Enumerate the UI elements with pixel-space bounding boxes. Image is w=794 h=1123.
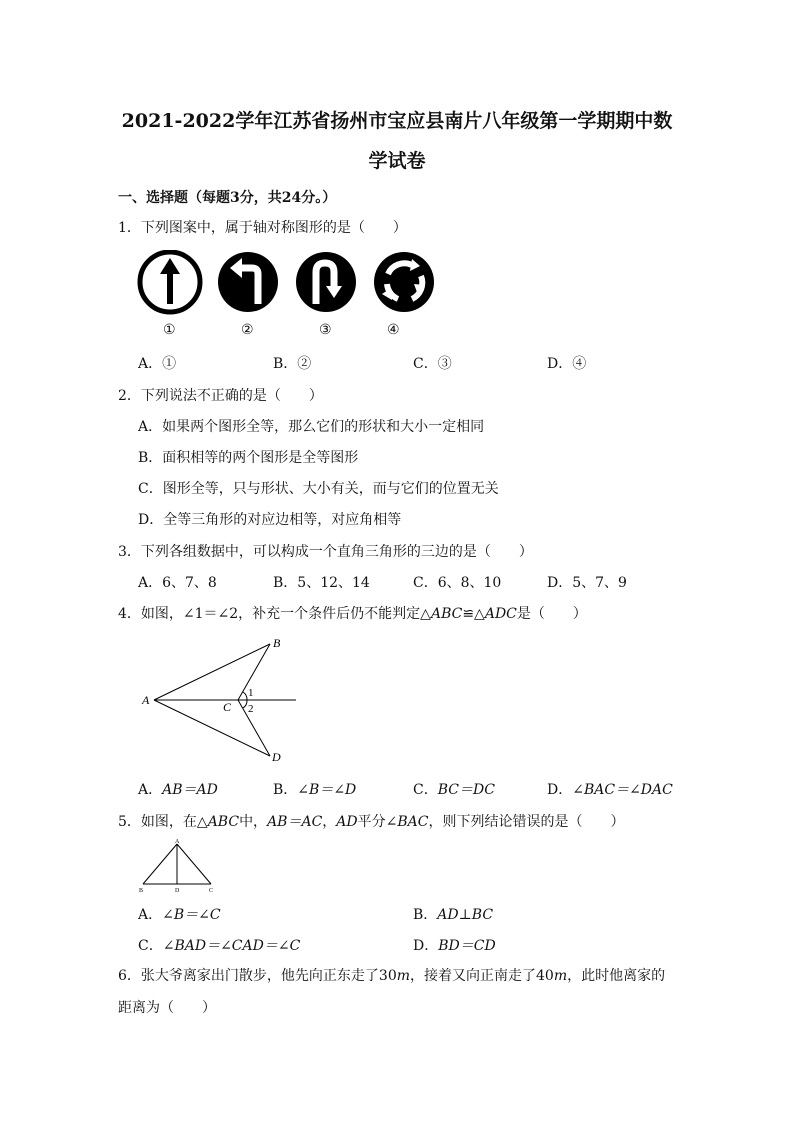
q3-option-b[interactable]: B．5、12、14 [273, 575, 370, 591]
question-2-stem: 2．下列说法不正确的是（ ） [118, 388, 323, 404]
question-4-stem: 4．如图，∠1＝∠2，补充一个条件后仍不能判定△ABC≌△ADC是（ ） [118, 606, 587, 622]
q1-option-a[interactable]: A．① [138, 356, 177, 372]
q3-option-d[interactable]: D．5、7、9 [547, 575, 627, 591]
fig4-label-a: A [142, 693, 150, 707]
question-3-stem: 3．下列各组数据中，可以构成一个直角三角形的三边的是（ ） [118, 544, 533, 560]
question-6-stem: 6．张大爷离家出门散步，他先向正东走了30m，接着又向正南走了40m，此时他离家的距离为（ ） [118, 968, 666, 1016]
q4-option-a[interactable]: A．AB＝AD [138, 782, 218, 798]
q5-option-d[interactable]: D．BD＝CD [413, 938, 496, 954]
icon-label-2: ② [241, 322, 254, 338]
q4-option-c[interactable]: C．BC＝DC [413, 782, 495, 798]
q3-option-a[interactable]: A．6、7、8 [138, 575, 217, 591]
question-4-figure [138, 630, 308, 768]
page-title-line1: 2021-2022学年江苏省扬州市宝应县南片八年级第一学期期中数 [121, 110, 673, 132]
question-5-figure [136, 838, 218, 896]
fig5-label-d: D [175, 888, 180, 894]
question-5-stem: 5．如图，在△ABC中，AB＝AC，AD平分∠BAC，则下列结论错误的是（ ） [118, 814, 625, 830]
fig5-label-b: B [139, 888, 144, 894]
fig4-angle-2: 2 [248, 703, 254, 715]
fig4-label-c: C [223, 700, 232, 714]
q3-option-c[interactable]: C．6、8、10 [413, 575, 502, 591]
q5-option-a[interactable]: A．∠B＝∠C [138, 907, 221, 923]
q5-option-c[interactable]: C．∠BAD＝∠CAD＝∠C [138, 938, 301, 954]
page-title-line2: 学试卷 [368, 150, 426, 172]
icon-label-4: ④ [387, 322, 400, 338]
icon-label-3: ③ [319, 322, 332, 338]
icon-label-1: ① [163, 322, 176, 338]
fig4-label-b: B [273, 636, 281, 650]
q1-option-c[interactable]: C．③ [413, 356, 452, 372]
question-1-stem: 1．下列图案中，属于轴对称图形的是（ ） [118, 220, 407, 236]
fig4-label-d: D [272, 750, 281, 764]
q1-option-d[interactable]: D．④ [547, 356, 587, 372]
question-1-icons [136, 250, 436, 316]
q5-option-b[interactable]: B．AD⊥BC [413, 907, 494, 923]
roundabout-icon [374, 252, 434, 312]
q4-option-d[interactable]: D．∠BAC＝∠DAC [547, 782, 673, 798]
q2-option-b[interactable]: B．面积相等的两个图形是全等图形 [138, 450, 359, 466]
q2-option-d[interactable]: D．全等三角形的对应边相等，对应角相等 [138, 512, 402, 528]
fig5-label-c: C [209, 888, 214, 894]
fig4-angle-1: 1 [248, 687, 254, 699]
turn-left-icon [218, 252, 278, 312]
u-turn-icon [296, 252, 356, 312]
fig5-label-a: A [175, 839, 180, 845]
q2-option-a[interactable]: A．如果两个图形全等，那么它们的形状和大小一定相同 [138, 419, 485, 435]
section-heading: 一、选择题（每题3分，共24分。） [118, 190, 337, 206]
q4-option-b[interactable]: B．∠B＝∠D [273, 782, 357, 798]
q2-option-c[interactable]: C．图形全等，只与形状、大小有关，而与它们的位置无关 [138, 481, 499, 497]
q1-option-b[interactable]: B．② [273, 356, 312, 372]
arrow-up-icon [140, 252, 200, 312]
